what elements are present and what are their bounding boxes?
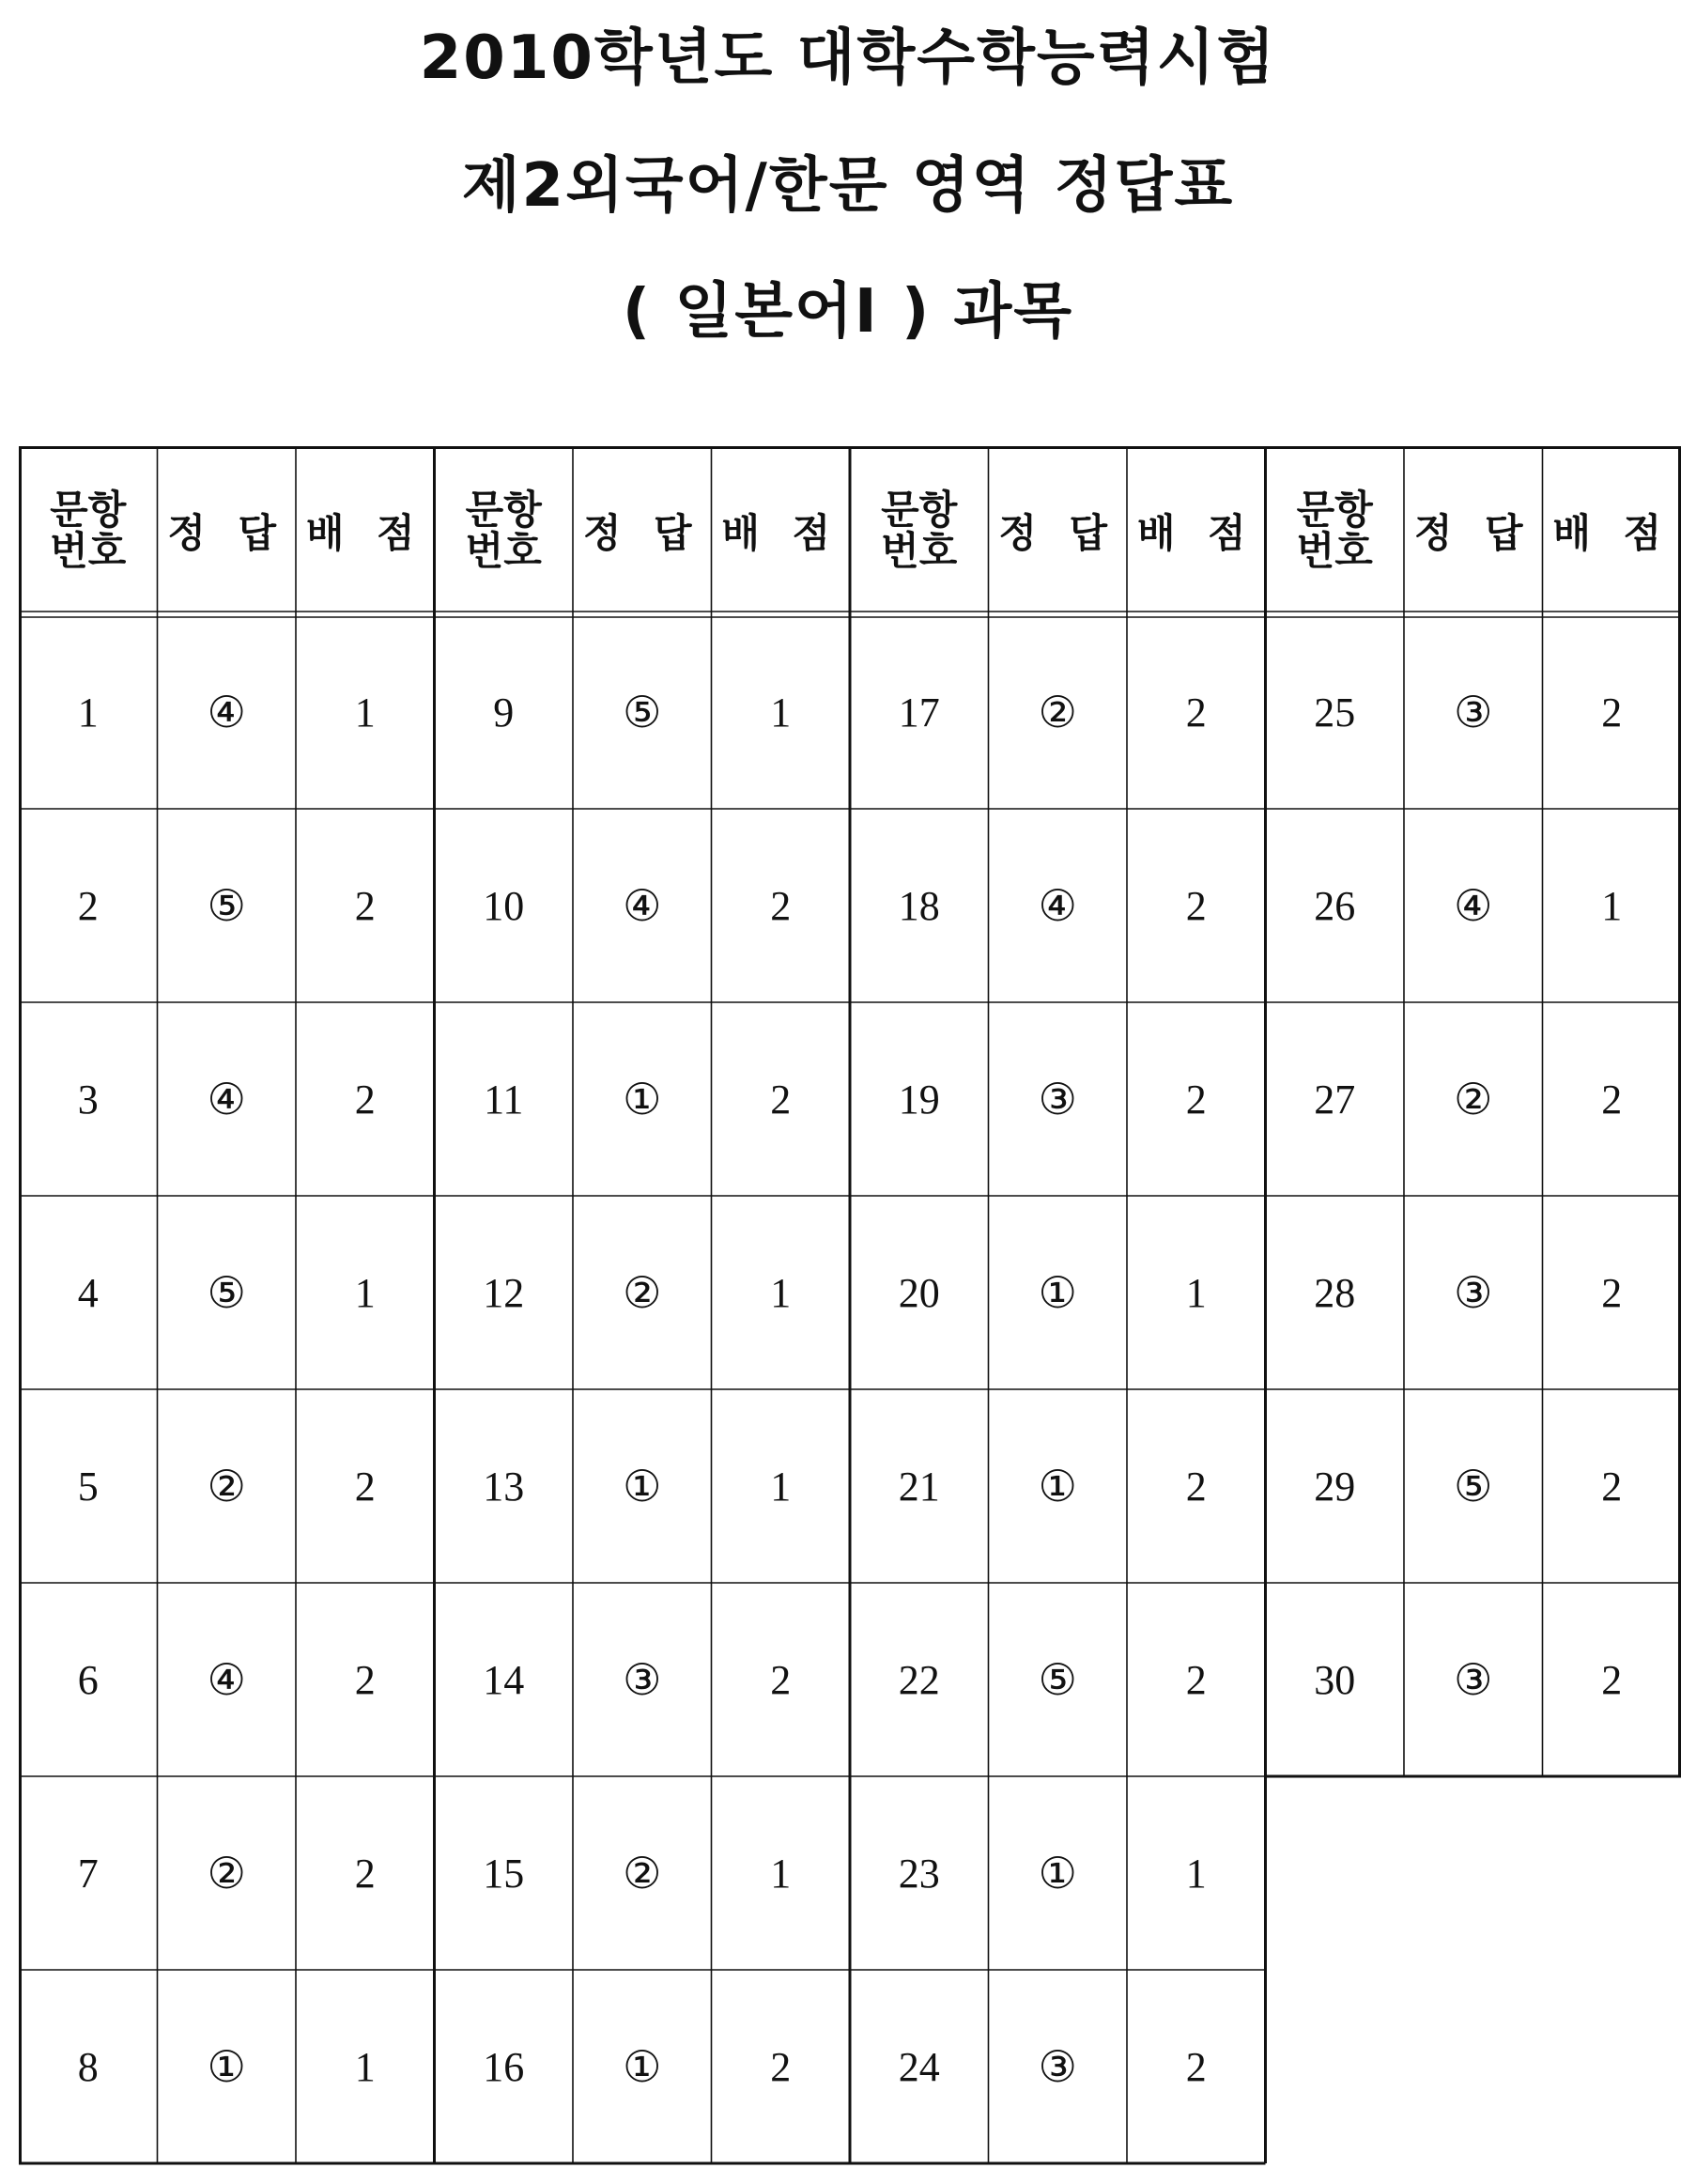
- answer-value: ④: [207, 687, 246, 737]
- question-number: 2: [77, 882, 99, 929]
- header-number-bottom: 번호: [881, 528, 958, 574]
- score-value: 1: [1185, 1269, 1207, 1316]
- answer-value: ④: [623, 880, 662, 931]
- score-value: 2: [1185, 2043, 1207, 2090]
- header-number-bottom: 번호: [50, 528, 127, 574]
- answer-value: ②: [623, 1848, 662, 1898]
- question-number: 28: [1314, 1269, 1356, 1316]
- answer-value: ⑤: [207, 1267, 246, 1318]
- score-value: 1: [770, 689, 792, 736]
- question-number: 6: [77, 1656, 99, 1703]
- answer-value: ①: [623, 1074, 662, 1124]
- header-number: [1266, 446, 1405, 615]
- answer-value: ①: [1038, 1461, 1077, 1511]
- score-value: 2: [1185, 1656, 1207, 1703]
- answer-value: ⑤: [1038, 1654, 1077, 1705]
- score-value: 2: [770, 1076, 792, 1123]
- question-number: 22: [898, 1656, 940, 1703]
- question-number: 14: [483, 1656, 525, 1703]
- header-number: [19, 446, 158, 615]
- question-number: 21: [898, 1463, 940, 1510]
- title-line-2: 제2외국어/한문 영역 정답표: [461, 151, 1235, 221]
- header-number-top: 문항: [881, 487, 958, 533]
- score-value: 2: [770, 1656, 792, 1703]
- header-number-top: 문항: [50, 487, 127, 533]
- answer-value: ②: [207, 1848, 246, 1898]
- answer-value: ③: [1454, 1267, 1493, 1318]
- answer-value: ②: [1454, 1074, 1493, 1124]
- answer-value: ③: [1038, 2041, 1077, 2092]
- title-line-3: ( 일본어Ⅰ ) 과목: [622, 277, 1074, 347]
- question-number: 23: [898, 1850, 940, 1897]
- answer-value: ⑤: [207, 880, 246, 931]
- header-number-bottom: 번호: [465, 528, 542, 574]
- question-number: 7: [77, 1850, 99, 1897]
- answer-value: ①: [207, 2041, 246, 2092]
- answer-value: ④: [1454, 880, 1493, 931]
- score-value: 2: [1185, 1076, 1207, 1123]
- answer-value: ⑤: [623, 687, 662, 737]
- answer-value: ①: [623, 2041, 662, 2092]
- question-number: 10: [483, 882, 525, 929]
- score-value: 2: [1601, 1656, 1623, 1703]
- score-value: 2: [1601, 1269, 1623, 1316]
- score-value: 1: [770, 1850, 792, 1897]
- score-value: 2: [1185, 689, 1207, 736]
- question-number: 24: [898, 2043, 940, 2090]
- score-value: 2: [1185, 1463, 1207, 1510]
- answer-value: ③: [1454, 1654, 1493, 1705]
- question-number: 15: [483, 1850, 525, 1897]
- answer-value: ④: [1038, 880, 1077, 931]
- header-score: 배 점: [1552, 510, 1672, 556]
- score-value: 1: [1601, 882, 1623, 929]
- answer-value: ④: [207, 1654, 246, 1705]
- score-value: 1: [354, 689, 376, 736]
- score-value: 2: [354, 1656, 376, 1703]
- question-number: 9: [493, 689, 515, 736]
- answer-value: ①: [1038, 1848, 1077, 1898]
- question-number: 16: [483, 2043, 525, 2090]
- question-number: 4: [77, 1269, 99, 1316]
- answer-value: ②: [1038, 687, 1077, 737]
- score-value: 2: [1601, 1076, 1623, 1123]
- answer-value: ②: [623, 1267, 662, 1318]
- question-number: 1: [77, 689, 99, 736]
- header-number-bottom: 번호: [1296, 528, 1373, 574]
- question-number: 18: [898, 882, 940, 929]
- score-value: 1: [770, 1269, 792, 1316]
- score-value: 2: [770, 882, 792, 929]
- header-score: 배 점: [721, 510, 840, 556]
- question-number: 25: [1314, 689, 1356, 736]
- header-score: 배 점: [1136, 510, 1256, 556]
- question-number: 3: [77, 1076, 99, 1123]
- title-line-1: 2010학년도 대학수학능력시험: [419, 23, 1277, 93]
- score-value: 1: [354, 2043, 376, 2090]
- header-number: [850, 446, 989, 615]
- question-number: 17: [898, 689, 940, 736]
- header-number-top: 문항: [465, 487, 542, 533]
- score-value: 2: [1601, 1463, 1623, 1510]
- question-number: 20: [898, 1269, 940, 1316]
- score-value: 2: [354, 882, 376, 929]
- question-number: 30: [1314, 1656, 1356, 1703]
- question-number: 19: [898, 1076, 940, 1123]
- score-value: 1: [354, 1269, 376, 1316]
- answer-value: ④: [207, 1074, 246, 1124]
- header-number: [435, 446, 574, 615]
- answer-value: ②: [207, 1461, 246, 1511]
- header-number-top: 문항: [1296, 487, 1373, 533]
- answer-value: ③: [1038, 1074, 1077, 1124]
- question-number: 5: [77, 1463, 99, 1510]
- header-answer: 정 답: [998, 510, 1118, 556]
- answer-value: ①: [623, 1461, 662, 1511]
- answer-value: ③: [623, 1654, 662, 1705]
- score-value: 2: [1601, 689, 1623, 736]
- score-value: 1: [770, 1463, 792, 1510]
- score-value: 2: [770, 2043, 792, 2090]
- question-number: 26: [1314, 882, 1356, 929]
- score-value: 2: [1185, 882, 1207, 929]
- header-score: 배 점: [305, 510, 424, 556]
- answer-value: ⑤: [1454, 1461, 1493, 1511]
- score-value: 2: [354, 1076, 376, 1123]
- answer-value: ①: [1038, 1267, 1077, 1318]
- answer-value: ③: [1454, 687, 1493, 737]
- score-value: 1: [1185, 1850, 1207, 1897]
- question-number: 11: [484, 1076, 524, 1123]
- question-number: 27: [1314, 1076, 1356, 1123]
- question-number: 13: [483, 1463, 525, 1510]
- question-number: 29: [1314, 1463, 1356, 1510]
- question-number: 12: [483, 1269, 525, 1316]
- header-answer: 정 답: [1413, 510, 1533, 556]
- header-answer: 정 답: [167, 510, 286, 556]
- question-number: 8: [77, 2043, 99, 2090]
- header-answer: 정 답: [582, 510, 702, 556]
- score-value: 2: [354, 1463, 376, 1510]
- score-value: 2: [354, 1850, 376, 1897]
